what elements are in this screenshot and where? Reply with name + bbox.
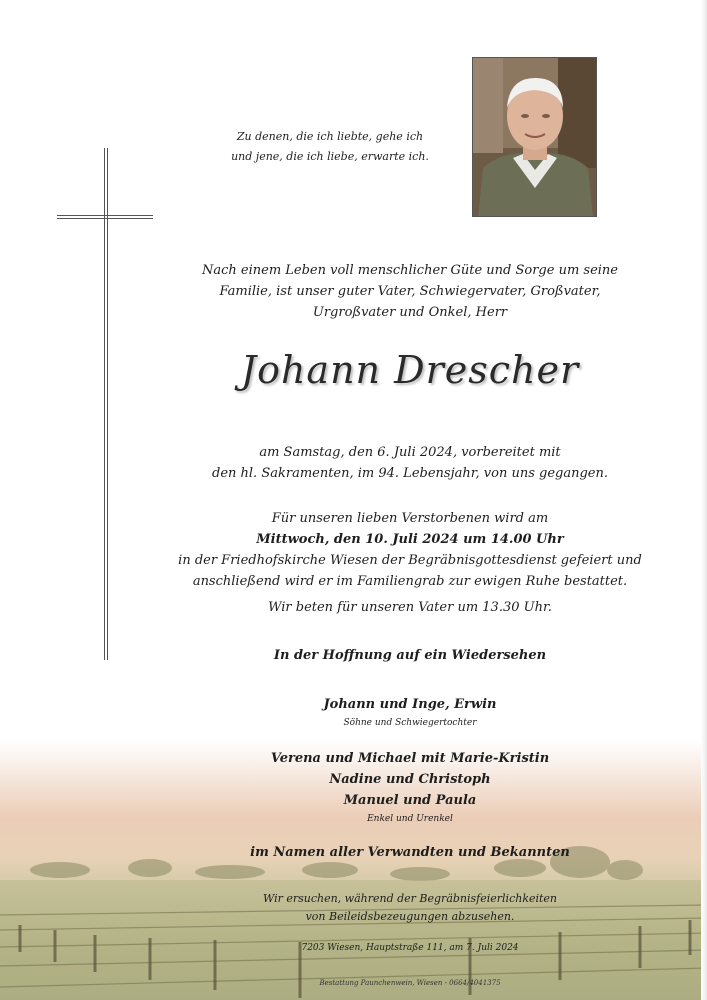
cross-horizontal-bar xyxy=(57,215,153,219)
death-notice xyxy=(150,442,670,484)
mourners-grandchildren xyxy=(150,748,670,826)
grandchildren-names: Nadine und Christoph xyxy=(329,772,491,787)
condolence-request xyxy=(150,890,670,926)
request-line: Wir ersuchen, während der Begräbnisfeierlichkeiten xyxy=(262,892,558,905)
intro-line: Familie, ist unser guter Vater, Schwiegervater, Großvater, xyxy=(219,284,601,299)
children-names: Johann und Inge, Erwin xyxy=(323,697,497,712)
prayer-notice: Wir beten für unseren Vater um 13.30 Uhr. xyxy=(268,600,552,615)
grandchildren-relation: Enkel und Urenkel xyxy=(367,814,453,824)
death-line: den hl. Sakramenten, im 94. Lebensjahr, von uns gegangen. xyxy=(212,466,608,481)
funeral-details xyxy=(150,508,670,592)
place-date: 7203 Wiesen, Hauptstraße 111, am 7. Juli 2024 xyxy=(301,943,519,953)
cross-vertical-bar xyxy=(104,148,108,660)
page-edge xyxy=(701,0,707,1000)
funeral-line: in der Friedhofskirche Wiesen der Begräbnisgottesdienst gefeiert und xyxy=(178,553,642,568)
relatives-line: im Namen aller Verwandten und Bekannten xyxy=(250,845,570,860)
portrait-photo xyxy=(472,57,597,217)
request-line: von Beileidsbezeugungen abzusehen. xyxy=(305,910,515,923)
funeral-line: Für unseren lieben Verstorbenen wird am xyxy=(271,511,549,526)
memorial-quote xyxy=(200,127,460,167)
funeral-line: anschließend wird er im Familiengrab zur ewigen Ruhe bestattet. xyxy=(192,574,628,589)
death-line: am Samstag, den 6. Juli 2024, vorbereitet mit xyxy=(259,445,561,460)
intro-line: Nach einem Leben voll menschlicher Güte und Sorge um seine xyxy=(202,263,618,278)
hope-line: In der Hoffnung auf ein Wiedersehen xyxy=(273,648,547,663)
deceased-name: Johann Drescher xyxy=(240,348,580,392)
funeral-date-time: Mittwoch, den 10. Juli 2024 um 14.00 Uhr xyxy=(256,532,564,547)
grandchildren-names: Manuel und Paula xyxy=(343,793,477,808)
grandchildren-names: Verena und Michael mit Marie-Kristin xyxy=(270,751,550,766)
children-relation: Söhne und Schwiegertochter xyxy=(343,718,477,728)
quote-line: und jene, die ich liebe, erwarte ich. xyxy=(231,150,429,163)
mourners-children xyxy=(150,694,670,730)
obituary-intro xyxy=(150,260,670,323)
quote-line: Zu denen, die ich liebte, gehe ich xyxy=(236,130,424,143)
intro-line: Urgroßvater und Onkel, Herr xyxy=(312,305,508,320)
undertaker-info: Bestattung Paunchenwein, Wiesen - 0664/4041375 xyxy=(319,979,501,987)
